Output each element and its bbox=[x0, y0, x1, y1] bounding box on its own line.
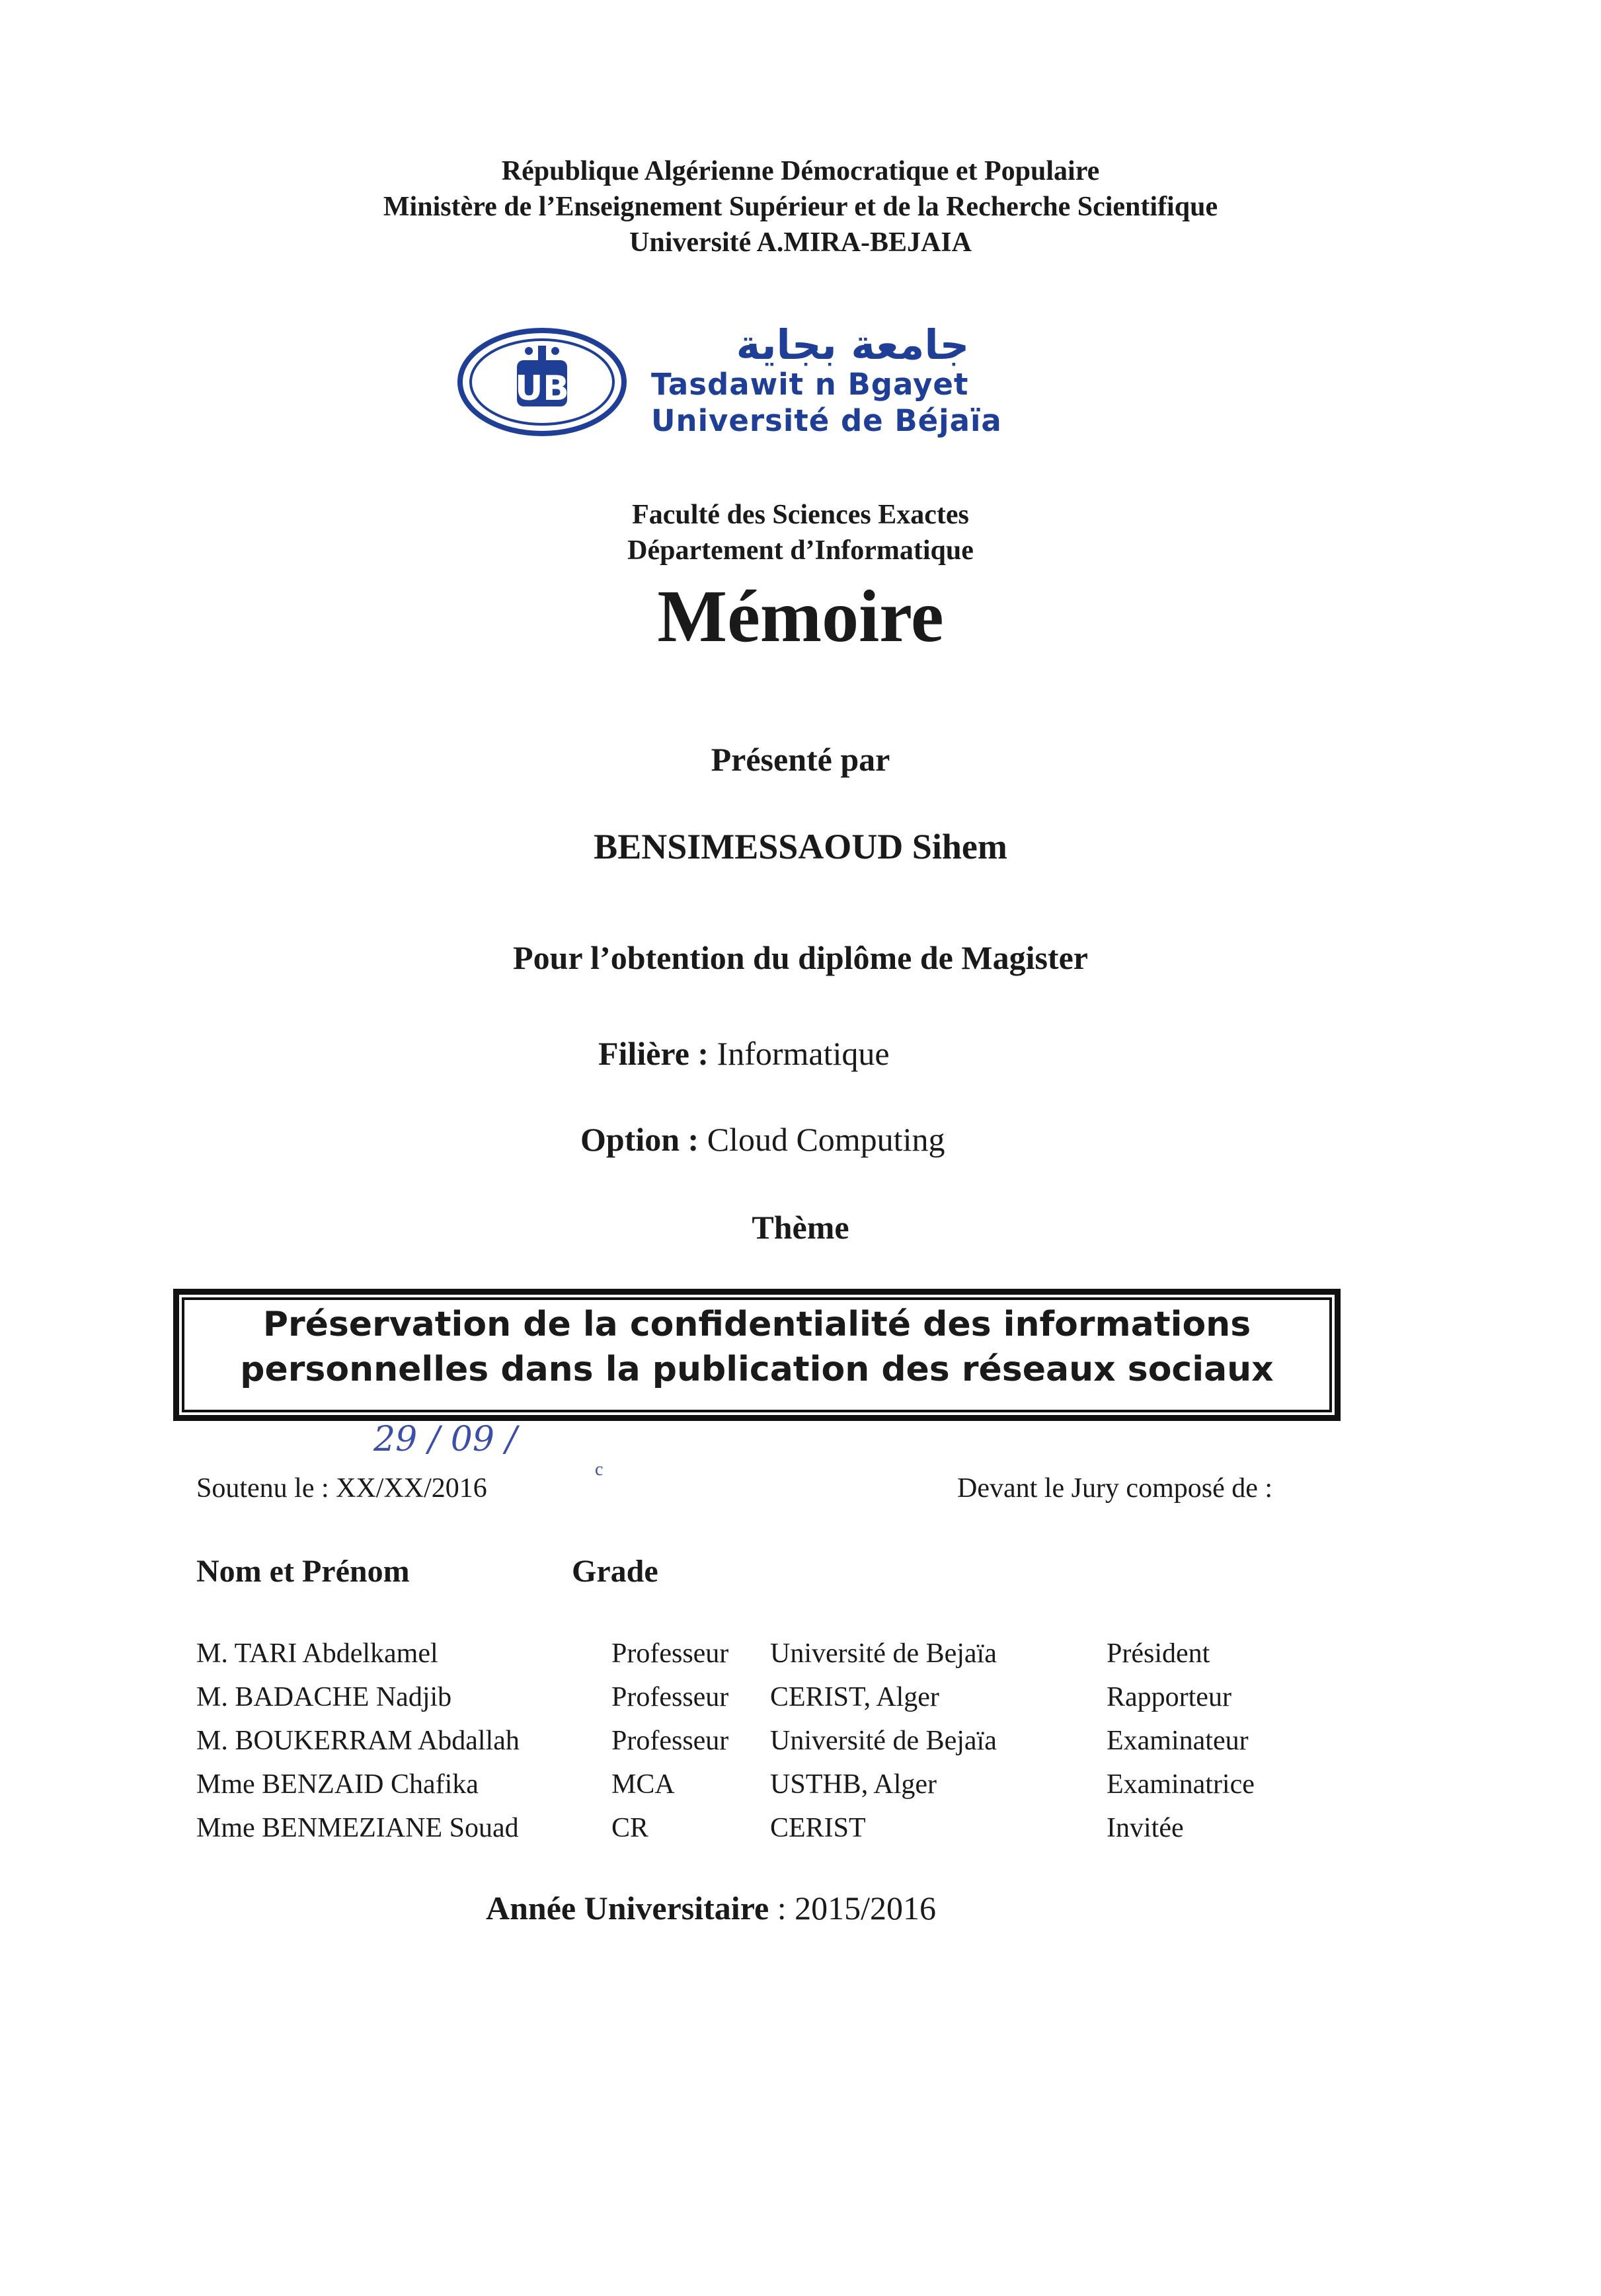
defense-date: Soutenu le : XX/XX/2016 bbox=[196, 1473, 487, 1504]
jury-member-grade: Professeur bbox=[611, 1726, 729, 1756]
academic-year-value: : 2015/2016 bbox=[769, 1890, 936, 1927]
jury-member-grade: MCA bbox=[611, 1769, 675, 1800]
jury-row bbox=[0, 1725, 1601, 1769]
thesis-title bbox=[173, 1302, 1341, 1392]
option-line bbox=[580, 1120, 945, 1159]
handwritten-date: 29 / 09 / bbox=[373, 1420, 517, 1459]
thesis-title-line-1: Préservation de la confidentialité des informations bbox=[262, 1305, 1251, 1344]
document-type-title: Mémoire bbox=[657, 576, 944, 658]
jury-member-role: Examinateur bbox=[1107, 1726, 1249, 1756]
logo-line-french: Université de Béjaïa bbox=[651, 403, 1002, 438]
jury-member-name: M. TARI Abdelkamel bbox=[196, 1638, 438, 1669]
theme-label: Thème bbox=[752, 1209, 849, 1246]
jury-member-institution: CERIST bbox=[770, 1813, 866, 1843]
jury-member-grade: CR bbox=[611, 1813, 649, 1843]
header-line-republic: République Algérienne Démocratique et Populaire bbox=[501, 156, 1100, 186]
jury-header-name: Nom et Prénom bbox=[196, 1554, 410, 1589]
academic-year-label: Année Universitaire bbox=[486, 1890, 769, 1927]
diploma-line: Pour l’obtention du diplôme de Magister bbox=[513, 939, 1088, 976]
jury-member-role: Président bbox=[1107, 1638, 1210, 1669]
filiere-value: Informatique bbox=[717, 1035, 890, 1072]
jury-member-role: Invitée bbox=[1107, 1813, 1184, 1843]
logo-arabic-label: جامعة بجاية bbox=[736, 321, 970, 367]
faculty-name: Faculté des Sciences Exactes bbox=[632, 500, 969, 530]
jury-row bbox=[0, 1769, 1601, 1812]
option-value: Cloud Computing bbox=[707, 1121, 945, 1158]
thesis-title-line-2: personnelles dans la publication des réseaux sociaux bbox=[240, 1350, 1274, 1389]
university-emblem-icon bbox=[456, 326, 628, 438]
header-line-university: Université A.MIRA-BEJAIA bbox=[629, 227, 972, 258]
logo-arabic-icon bbox=[648, 321, 1058, 367]
jury-intro: Devant le Jury composé de : bbox=[957, 1473, 1273, 1504]
jury-member-name: Mme BENMEZIANE Souad bbox=[196, 1813, 519, 1843]
logo-line-kabyle: Tasdawit n Bgayet bbox=[651, 367, 969, 402]
handwritten-mark: c bbox=[595, 1459, 604, 1480]
jury-member-role: Examinatrice bbox=[1107, 1769, 1255, 1800]
jury-member-institution: USTHB, Alger bbox=[770, 1769, 937, 1800]
university-logo bbox=[456, 321, 1064, 443]
jury-member-name: M. BADACHE Nadjib bbox=[196, 1682, 452, 1712]
presented-by-label: Présenté par bbox=[711, 741, 890, 778]
faculty-block bbox=[0, 497, 1601, 568]
jury-header-grade: Grade bbox=[572, 1554, 658, 1589]
jury-row bbox=[0, 1681, 1601, 1725]
logo-arabic-text bbox=[648, 321, 1058, 367]
author-name: BENSIMESSAOUD Sihem bbox=[594, 827, 1007, 866]
filiere-line bbox=[598, 1034, 890, 1073]
jury-member-institution: Université de Bejaïa bbox=[770, 1726, 997, 1756]
header-line-ministry: Ministère de l’Enseignement Supérieur et de la Recherche Scientifique bbox=[383, 192, 1218, 222]
option-label: Option : bbox=[580, 1121, 699, 1158]
jury-row bbox=[0, 1812, 1601, 1856]
institution-header bbox=[0, 153, 1601, 260]
department-name: Département d’Informatique bbox=[627, 535, 974, 566]
jury-member-role: Rapporteur bbox=[1107, 1682, 1231, 1712]
filiere-label: Filière : bbox=[598, 1035, 709, 1072]
jury-member-institution: Université de Bejaïa bbox=[770, 1638, 997, 1669]
jury-member-institution: CERIST, Alger bbox=[770, 1682, 939, 1712]
academic-year bbox=[486, 1889, 936, 1927]
svg-text:UB: UB bbox=[515, 369, 569, 408]
jury-member-grade: Professeur bbox=[611, 1638, 729, 1669]
jury-member-name: Mme BENZAID Chafika bbox=[196, 1769, 479, 1800]
jury-member-name: M. BOUKERRAM Abdallah bbox=[196, 1726, 520, 1756]
jury-member-grade: Professeur bbox=[611, 1682, 729, 1712]
jury-row bbox=[0, 1638, 1601, 1681]
